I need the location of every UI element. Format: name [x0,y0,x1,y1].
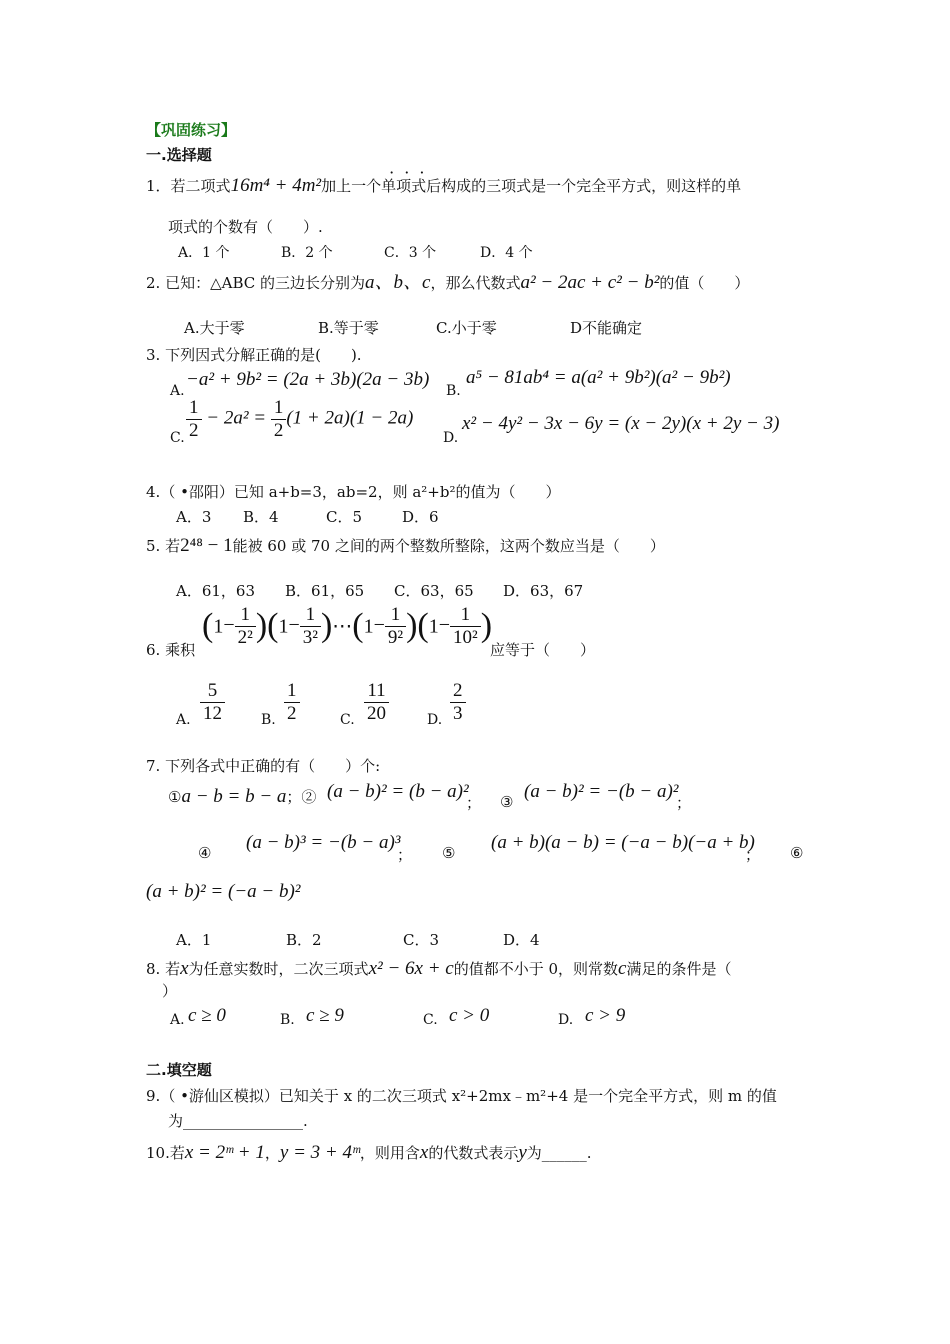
q9-text: （ •游仙区模拟）已知关于 x 的二次三项式 x²+2mx﹣m²+4 是一个完全平方式，则 m 的值 [160,1087,777,1105]
q2-line [146,272,749,295]
q6-option-b-label: B. [261,712,276,728]
q8-option-b-label: B. [280,1012,295,1028]
q7-mark-5: ⑤ [442,844,456,862]
q6-pre: 乘积 [165,641,196,659]
q1-line1 [146,163,742,198]
q8-option-c: c > 0 [449,1005,490,1026]
part1-heading: 一.选择题 [146,146,212,164]
q1-option-a: A．1 个 [178,245,230,261]
q10-mid2: 的代数式表示 [428,1144,519,1162]
q3-option-c [186,397,413,442]
q7-line [146,757,380,775]
q1-option-d: D．4 个 [480,245,533,261]
q2-option-d: D不能确定 [570,319,643,337]
q5-number: 5. [146,537,161,555]
q7-expr-1: a − b = b − a [181,786,287,807]
q7-sep-2: ； [466,794,482,812]
q2-post: 的值（ ） [659,274,750,292]
q10-number: 10. [146,1144,170,1162]
q6-option-c: $\frac{11}{20}$ [364,680,389,725]
q3-option-a: −a² + 9b² = (2a + 3b)(2a − 3b) [186,369,430,390]
part2-heading: 二.填空题 [146,1061,212,1079]
q2-option-a: A.大于零 [184,319,245,337]
q5-expr: 2⁴⁸ − 1 [180,535,233,556]
q8-option-d-label: D. [558,1012,574,1028]
q9-number: 9. [146,1087,161,1105]
q4-option-c: C．5 [326,508,363,526]
q6-option-a: $\frac{5}{12}$ [200,680,225,725]
q5-option-a: A．61，63 [176,582,256,600]
q7-option-b: B．2 [286,931,322,949]
q8-mid2: 的值都不小于 0，则常数 [453,960,619,978]
q3-option-b: a⁵ − 81ab⁴ = a(a² + 9b²)(a² − 9b²) [466,367,731,388]
q1-post: 后构成的三项式是一个完全平方式，则这样的单 [426,177,742,195]
q9-line2: 为________________. [168,1112,308,1130]
q4-option-a: A．3 [176,508,212,526]
q5-option-c: C．63，65 [394,582,474,600]
q10-pre: 若 [169,1144,185,1162]
q7-sep-3: ； [676,794,692,812]
q8-option-b: c ≥ 9 [306,1005,344,1026]
q9-line1 [146,1087,777,1105]
q4-option-b: B．4 [243,508,279,526]
q6-label [146,641,195,659]
q6-option-d-label: D. [427,712,443,728]
q8-number: 8. [146,960,161,978]
q7-option-c: C．3 [403,931,440,949]
q3-text: 下列因式分解正确的是( ). [165,346,362,364]
q10-expr-2: y = 3 + 4ᵐ [279,1142,360,1163]
q8-option-d: c > 9 [585,1005,626,1026]
q7-expr-3: (a − b)² = −(b − a)² [524,781,679,802]
q2-number: 2. [146,274,161,292]
q4-option-d: D．6 [402,508,439,526]
q10-expr-1: x = 2ᵐ + 1 [184,1142,265,1163]
q6-fraction-4: $\frac{1}{\text{10²}}$ [450,604,481,649]
q7-expr-4: (a − b)³ = −(b − a)³ [246,832,401,853]
q8-mid: 为任意实数时，二次三项式 [188,960,369,978]
q8-option-a: c ≥ 0 [188,1005,226,1026]
q5-option-b: B．61，65 [285,582,365,600]
q5-pre: 若 [165,537,181,555]
q3-c-end: (1 + 2a)(1 − 2a) [286,407,414,429]
q6-option-a-label: A. [176,712,191,728]
q3-c-mid: − 2a² = [201,407,271,429]
ellipsis: ⋯ [332,615,353,638]
q5-option-d: D．63，67 [503,582,584,600]
q7-row1 [168,786,316,809]
q5-line [146,535,665,558]
q4-number: 4. [146,483,161,501]
q8-var-c: c [618,958,627,979]
q7-number: 7. [146,757,161,775]
q8-pre: 若 [165,960,181,978]
q7-option-d: D．4 [503,931,540,949]
q6-fraction-1: $\frac{1}{\text{2²}}$ [235,604,256,649]
q5-post: 能被 60 或 70 之间的两个整数所整除，这两个数应当是（ ） [232,537,665,555]
q10-sep: ， [264,1144,280,1162]
q1-line2: 项式的个数有（ ）. [168,218,323,236]
q7-mark-1: ① [168,788,182,806]
q6-fraction-3: $\frac{1}{\text{9²}}$ [385,604,406,649]
q10-var-y: y [518,1142,527,1163]
q7-option-a: A．1 [176,931,212,949]
q10-mid: ，则用含 [359,1144,420,1162]
q8-option-c-label: C. [423,1012,438,1028]
q1-emphasis: ··· 单项式 [381,163,435,195]
q2-option-c: C.小于零 [436,319,497,337]
q2-pre: 已知：△ABC 的三边长分别为 [165,274,366,292]
q10-line [146,1142,592,1165]
q2-option-b: B.等于零 [318,319,379,337]
q7-expr-6: (a + b)² = (−a − b)² [146,881,301,902]
q7-sep-5: ； [745,846,761,864]
q2-mid: ，那么代数式 [430,274,521,292]
q7-mark-6: ⑥ [790,844,804,862]
q3-c-fraction-2: $\frac{1}{2}$ [271,397,287,442]
q7-sep-4: ； [397,846,413,864]
q8-expr: x² − 6x + c [368,958,454,979]
q3-option-b-label: B. [446,383,461,399]
q7-mark-4: ④ [198,844,212,862]
q2-vars: a、b、c [365,272,431,293]
q2-expr: a² − 2ac + c² − b² [520,272,660,293]
q6-option-c-label: C. [340,712,355,728]
q3-option-a-label: A. [170,383,185,399]
q3-option-d-label: D. [443,430,459,446]
q3-line [146,346,362,364]
q3-option-c-label: C. [170,430,185,446]
q3-option-d: x² − 4y² − 3x − 6y = (x − 2y)(x + 2y − 3) [462,413,780,434]
emphasis-dots: ··· [389,163,435,182]
q7-mark-3: ③ [500,793,514,811]
q4-line [146,483,561,501]
q10-var-x: x [419,1142,429,1163]
q8-post: 满足的条件是（ [626,960,732,978]
q6-option-d: $\frac{2}{3}$ [450,680,466,725]
q8-close: ） [162,982,178,1000]
q1-pre: 若二项式 [170,177,231,195]
q6-post: 应等于（ ） [490,641,596,659]
q1-number: 1． [146,177,171,195]
paren: ( [202,606,214,644]
q3-number: 3. [146,346,161,364]
section-title: 【巩固练习】 [146,121,237,139]
q6-product: (1− $\frac{1}{\text{2²}}$ )(1− $\frac{1}{\text{3²}}$ )⋯(1− $\frac{1}{\text{9²}}$ )(1− $\frac{1}{\text{10²}}$ ) [202,604,493,648]
q10-post: 为______. [526,1144,592,1162]
q6-number: 6. [146,641,161,659]
q7-expr-5: (a + b)(a − b) = (−a − b)(−a + b) [491,832,755,853]
q8-option-a-label: A. [170,1012,185,1028]
q1-option-b: B．2 个 [281,245,333,261]
q7-text: 下列各式中正确的有（ ）个: [165,757,381,775]
q8-line [146,958,731,981]
q7-mark-2: ；② [286,788,317,806]
q1-option-c: C．3 个 [384,245,437,261]
q1-mid: 加上一个 [321,177,382,195]
q8-var-x: x [180,958,189,979]
q7-expr-2: (a − b)² = (b − a)² [327,781,469,802]
q6-fraction-2: $\frac{1}{\text{3²}}$ [300,604,321,649]
q4-text: （ •邵阳）已知 a+b=3，ab=2，则 a²+b²的值为（ ） [160,483,561,501]
q6-option-b: $\frac{1}{2}$ [284,680,300,725]
q3-c-fraction-1: $\frac{1}{2}$ [186,397,202,442]
q1-expr: 16m⁴ + 4m² [230,175,322,196]
